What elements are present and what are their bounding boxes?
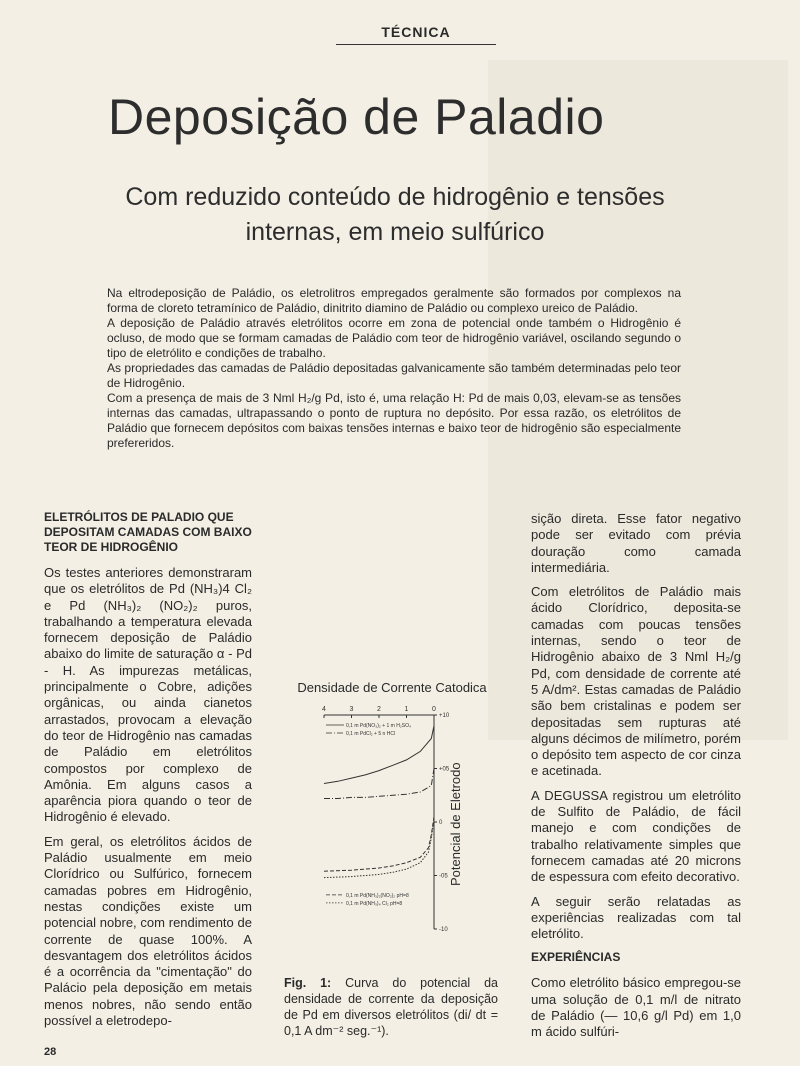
intro-paragraph: Na eltrodeposição de Paládio, os eletrolitros empregados geralmente são formados por complexos na forma de cloreto tetramínico de Paládio, dinitrito diamino de Paládio ou complexo ureico de Paládio.	[107, 286, 681, 315]
x-tick-label: 2	[377, 706, 381, 713]
x-tick-label: 4	[322, 706, 326, 713]
body-paragraph: Como eletrólito básico empregou-se uma solução de 0,1 m/l de nitrato de Paládio (— 10,6 g/l Pd) em 1,0 m ácido sulfúri-	[531, 975, 741, 1040]
figure-caption	[284, 975, 498, 1039]
x-tick-label: 1	[404, 706, 409, 713]
body-paragraph: Com eletrólitos de Paládio mais ácido Clorídrico, deposita-se camadas com poucas tensões internas, sendo o teor de Hidrogênio abaixo de 3 Nml H₂/g Pd, com densidade de corrente até 5 A/dm². Estas camadas de Paládio são bem cristalinas e podem ser depositadas sem rupturas até alguns décimos de milímetro, porém o depósito tem aspecto de cor cinza e acetinada.	[531, 584, 741, 779]
article-subtitle: Com reduzido conteúdo de hidrogênio e tensões internas, em meio sulfúrico	[125, 183, 665, 246]
figure	[284, 680, 500, 942]
article-title: Deposição de Paladio	[108, 89, 605, 145]
body-paragraph: A DEGUSSA registrou um eletrólito de Sulfito de Paládio, de fácil manejo e com condições de trabalho relativamente simples que fornecem camadas até 20 microns de espessura com efeito decorativo.	[531, 787, 741, 885]
body-paragraph: A seguir serão relatadas as experiências realizadas com tal eletrólito.	[531, 893, 741, 942]
legend-label: 0,1 m Pd(NH₃)₄ Cl₂ pH=8	[346, 900, 403, 907]
body-paragraph: sição direta. Esse fator negativo pode ser evitado com prévia douração como camada intermediária.	[531, 511, 741, 575]
experiments-heading: EXPERIÊNCIAS	[531, 950, 621, 965]
body-paragraph: Em geral, os eletrólitos ácidos de Paládio usualmente em meio Clorídrico ou Sulfúrico, fornecem camadas pobres em Hidrogênio, nestas condições existe um potencial nobre, com rendimento de corrente de quase 100%. A desvantagem dos eletrólitos ácidos é a ocorrência da "cimentação" do Palácio pela deposição em metais menos nobres, não sendo então possível a eletrodepo-	[44, 833, 252, 1029]
column-heading: ELETRÓLITOS DE PALADIO QUE DEPOSITAM CAMADAS COM BAIXO TEOR DE HIDROGÊNIO	[44, 510, 252, 554]
intro-paragraph: A deposição de Paládio através eletrólitos ocorre em zona de potencial onde também o Hidrogênio é ocluso, de modo que se formam camadas de Paládio com teor de hidrogênio variável, oscilando segundo o tipo de eletrólito e condições de trabalho.	[107, 316, 681, 360]
y-tick-label: -05	[439, 873, 448, 880]
y-tick-label: -10	[439, 927, 448, 933]
intro-paragraph: As propriedades das camadas de Paládio depositadas galvanicamente são também determinadas pelo teor de Hidrogênio.	[107, 361, 681, 390]
series-line-4	[324, 820, 434, 878]
legend-label: 0,1 m Pd(NH₃)₂(NO₂)₂ pH=8	[346, 892, 409, 899]
y-tick-label: +10	[439, 713, 450, 719]
right-column	[531, 511, 741, 1049]
section-label: TÉCNICA	[381, 24, 451, 40]
figure-caption-text: Curva do potencial da densidade de corrente da deposição de Pd em diversos eletrólitos (di/ dt = 0,1 A dm⁻² seg.⁻¹).	[284, 976, 498, 1038]
figure-title: Densidade de Corrente Catodica	[297, 680, 487, 695]
x-tick-label: 0	[432, 706, 436, 713]
intro-paragraph: Com a presença de mais de 3 Nml H₂/g Pd, isto é, uma relação H: Pd de mais 0,03, elevam-se as tensões internas das camadas, ultrapassando o ponto de ruptura no depósito. Por essa razão, os eletrólitos de Paládio que fornecem depósitos com baixas tensões internas e baixo teor de hidrogênio são especialmente prefereridos.	[107, 391, 681, 450]
section-rule	[336, 44, 496, 45]
page-number: 28	[44, 1046, 57, 1058]
y-tick-label: +05	[439, 766, 450, 773]
series-line-2	[324, 769, 434, 799]
series-line-3	[324, 817, 434, 872]
legend-label: 0,1 m Pd(NO₃)₂ + 1 m H₂SO₄	[346, 723, 412, 729]
figure-caption-label: Fig. 1:	[284, 976, 332, 990]
intro-block	[107, 286, 681, 451]
left-column	[44, 510, 252, 1037]
body-paragraph: Os testes anteriores demonstraram que os eletrólitos de Pd (NH₃)4 Cl₂ e Pd (NH₃)₂ (NO₂)₂ puros, trabalhando a temperatura elevada fornecem deposição de Paládio abaixo do limite de saturação α - Pd - H. As impurezas metálicas, principalmente o Cobre, adições orgânicas, ou ainda cianetos arrastados, provocam a elevação do teor de Hidrogênio nas camadas de Paládio em eletrólitos compostos por complexo de Amônia. Em alguns casos a aparência piora quando o teor de Hidrogênio é elevado.	[44, 565, 252, 825]
figure-y-label: Potencial de Eletrodo	[448, 762, 463, 886]
x-tick-label: 3	[349, 706, 354, 713]
legend-label: 0,1 m PdCl₂ + 5 n HCl	[346, 731, 396, 737]
potential-chart	[284, 697, 500, 937]
y-tick-label: 0	[439, 820, 443, 826]
